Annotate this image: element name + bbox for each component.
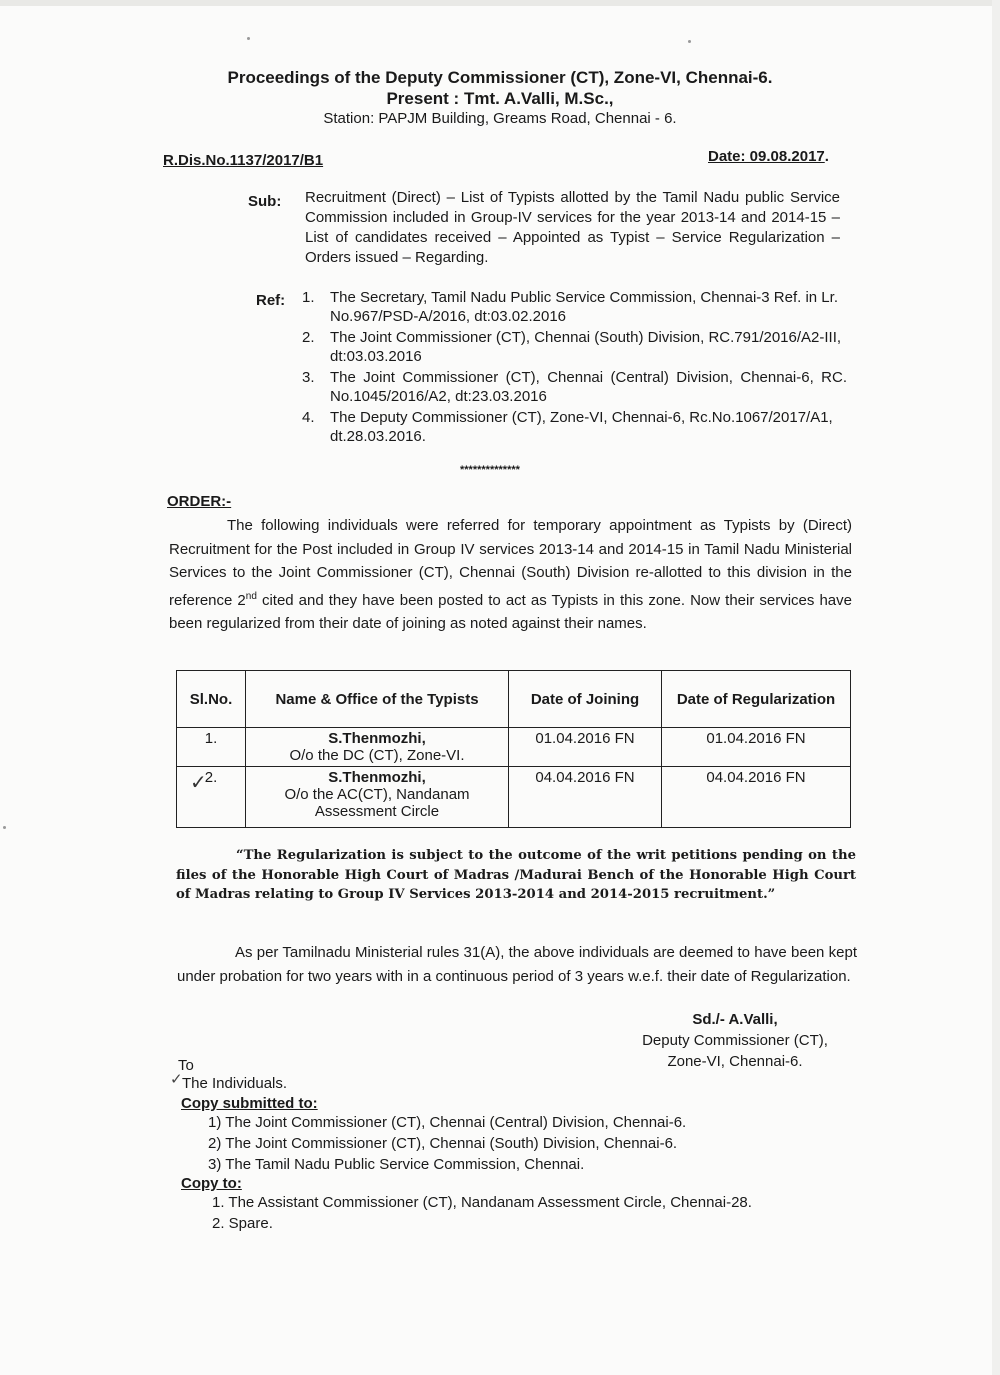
tick-mark-icon: ✓ bbox=[170, 1071, 183, 1088]
cell-date-joining: 01.04.2016 FN bbox=[509, 728, 662, 767]
cell-sl-no: 2. bbox=[177, 767, 246, 828]
scan-speck bbox=[688, 40, 691, 43]
signatory-name: Sd./- A.Valli, bbox=[692, 1011, 778, 1028]
reference-list bbox=[302, 288, 847, 448]
table-header-row bbox=[177, 671, 851, 728]
signatory-place: Zone-VI, Chennai-6. bbox=[667, 1053, 803, 1070]
signature-block bbox=[610, 1009, 860, 1072]
cell-name-office: S.Thenmozhi, O/o the AC(CT), Nandanam Assessment Circle bbox=[246, 767, 509, 828]
list-item: 2) The Joint Commissioner (CT), Chennai (South) Division, Chennai-6. bbox=[208, 1135, 678, 1152]
signatory-designation: Deputy Commissioner (CT), bbox=[642, 1032, 828, 1049]
list-item: 3) The Tamil Nadu Public Service Commission, Chennai. bbox=[208, 1156, 585, 1173]
order-heading: ORDER:- bbox=[167, 493, 232, 510]
col-sl-no: Sl.No. bbox=[177, 671, 246, 728]
copy-to-heading: Copy to: bbox=[181, 1175, 242, 1192]
reference-item: 4. The Deputy Commissioner (CT), Zone-VI, Chennai-6, Rc.No.1067/2017/A1, dt.28.03.2016. bbox=[302, 409, 833, 445]
copy-to-list bbox=[212, 1192, 852, 1234]
separator-stars: ************** bbox=[460, 464, 520, 476]
reference-item: 1. The Secretary, Tamil Nadu Public Service Commission, Chennai-3 Ref. in Lr. No.967/PSD-A/2016, dt:03.02.2016 bbox=[302, 289, 838, 325]
scan-speck bbox=[247, 37, 250, 40]
scan-edge-top bbox=[0, 0, 1000, 6]
scan-edge-right bbox=[992, 0, 1000, 1375]
table-row bbox=[177, 728, 851, 767]
cell-date-regularization: 04.04.2016 FN bbox=[662, 767, 851, 828]
typists-table bbox=[176, 670, 851, 828]
subject-label: Sub: bbox=[248, 193, 282, 210]
copy-submitted-list bbox=[208, 1112, 828, 1175]
header-present: Present : Tmt. A.Valli, M.Sc., bbox=[386, 89, 614, 108]
header-station: Station: PAPJM Building, Greams Road, Chennai - 6. bbox=[323, 110, 677, 127]
list-item: 1) The Joint Commissioner (CT), Chennai (Central) Division, Chennai-6. bbox=[208, 1114, 687, 1131]
cell-sl-no: 1. bbox=[177, 728, 246, 767]
reference-item: 3. The Joint Commissioner (CT), Chennai (Central) Division, Chennai-6, RC. No.1045/2016/A2, dt:23.03.2016 bbox=[302, 369, 847, 405]
to-label: To bbox=[178, 1057, 194, 1074]
table-row bbox=[177, 767, 851, 828]
regularization-note: “The Regularization is subject to the outcome of the writ petitions pending on the files of the Honorable High Court of Madras /Madurai Bench of the Honorable High Court of Madras relating to Group IV Services 2013-2014 and 2014-2015 recruitment.” bbox=[176, 848, 856, 902]
col-date-regularization: Date of Regularization bbox=[662, 671, 851, 728]
header-title: Proceedings of the Deputy Commissioner (CT), Zone-VI, Chennai-6. bbox=[227, 68, 773, 87]
list-item: 2. Spare. bbox=[212, 1215, 273, 1232]
order-date-block: Date: 09.08.2017. bbox=[708, 148, 829, 165]
reference-label: Ref: bbox=[256, 292, 286, 309]
list-item: 1. The Assistant Commissioner (CT), Nandanam Assessment Circle, Chennai-28. bbox=[212, 1194, 752, 1211]
to-recipient: The Individuals. bbox=[182, 1075, 288, 1092]
col-name-office: Name & Office of the Typists bbox=[246, 671, 509, 728]
order-date: Date: 09.08.2017 bbox=[708, 148, 825, 165]
subject-text: Recruitment (Direct) – List of Typists allotted by the Tamil Nadu public Service Commission included in Group-IV services for the year 2013-14 and 2014-15 – List of candidates received – Appointed as Typist – Service Regularization – Orders issued – Regarding. bbox=[305, 189, 840, 266]
reference-item: 2. The Joint Commissioner (CT), Chennai (South) Division, RC.791/2016/A2-III, dt:03.03.2016 bbox=[302, 329, 842, 365]
cell-date-regularization: 01.04.2016 FN bbox=[662, 728, 851, 767]
scan-speck bbox=[3, 826, 6, 829]
col-date-joining: Date of Joining bbox=[509, 671, 662, 728]
order-paragraph: The following individuals were referred for temporary appointment as Typists by (Direct) Recruitment for the Post included in Group IV services 2013-14 and 2014-15 in Tamil Nadu Ministerial Services to the Joint Commissioner (CT), Chennai (South) Division re-allotted to this division in the reference 2nd cited and they have been posted to act as Typists in this zone. Now their services have been regularized from their date of joining as noted against their names. bbox=[169, 517, 852, 632]
copy-submitted-heading: Copy submitted to: bbox=[181, 1095, 318, 1112]
handwritten-tick-icon: ✓ bbox=[190, 772, 207, 794]
cell-name-office: S.Thenmozhi, O/o the DC (CT), Zone-VI. bbox=[246, 728, 509, 767]
dis-number: R.Dis.No.1137/2017/B1 bbox=[163, 152, 324, 169]
probation-paragraph: As per Tamilnadu Ministerial rules 31(A), the above individuals are deemed to have been kept under probation for two years with in a continuous period of 3 years w.e.f. their date of Regularization. bbox=[177, 944, 857, 985]
cell-date-joining: 04.04.2016 FN bbox=[509, 767, 662, 828]
